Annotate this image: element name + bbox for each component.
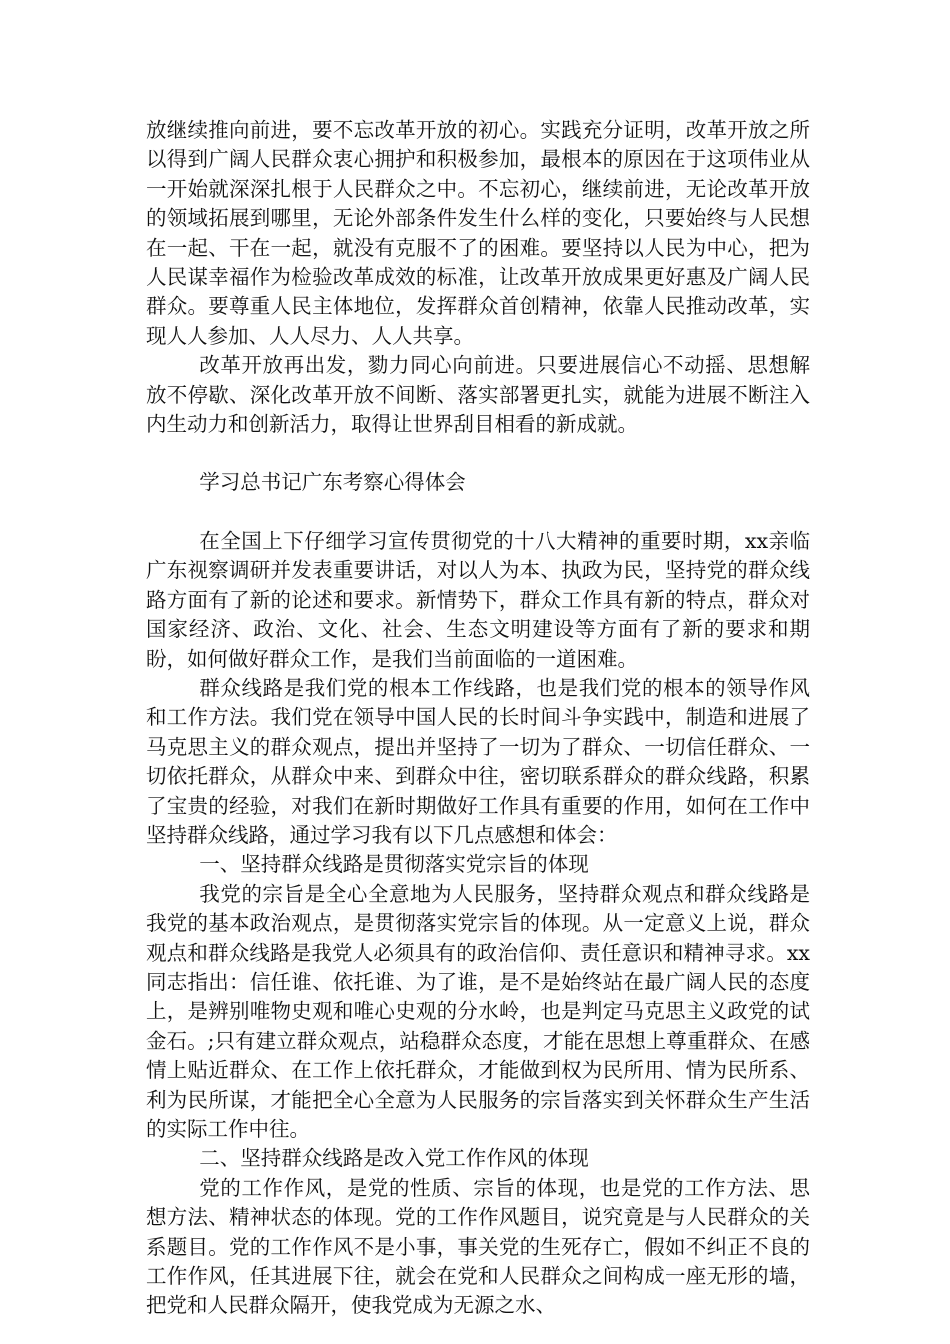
paragraph-2: 群众线路是我们党的根本工作线路，也是我们党的根本的领导作风和工作方法。我们党在领导中国人民的长时间斗争实践中，制造和进展了马克思主义的群众观点，提出并坚持了一切为了群众、一切信任群众、一切依托群众，从群众中来、到群众中往，密切联系群众的群众线路，积累了宝贵的经验，对我们在新时期做好工作具有重要的作用，如何在工作中坚持群众线路，通过学习我有以下几点感想和体会： [146, 675, 810, 847]
section-heading-2: 二、坚持群众线路是改入党工作作风的体现 [199, 1146, 589, 1171]
paragraph-3: 我党的宗旨是全心全意地为人民服务，坚持群众观点和群众线路是我党的基本政治观点，是贯彻落实党宗旨的体现。从一定意义上说，群众观点和群众线路是我党人必须具有的政治信仰、责任意识和精神寻求。xx同志指出：信任谁、依托谁、为了谁，是不是始终站在最广阔人民的态度上，是辨别唯物史观和唯心史观的分水岭，也是判定马克思主义政党的试金石。;只有建立群众观点，站稳群众态度，才能在思想上尊重群众、在感情上贴近群众、在工作上依托群众，才能做到权为民所用、情为民所系、利为民所谋，才能把全心全意为人民服务的宗旨落实到关怀群众生产生活的实际工作中往。 [146, 881, 810, 1141]
intro-closing-paragraph: 改革开放再出发，勠力同心向前进。只要进展信心不动摇、思想解放不停歇、深化改革开放不间断、落实部署更扎实，就能为进展不断注入内生动力和创新活力，取得让世界刮目相看的新成就。 [146, 353, 810, 437]
article-title: 学习总书记广东考察心得体会 [199, 470, 466, 495]
section-heading-1: 一、坚持群众线路是贯彻落实党宗旨的体现 [199, 852, 589, 877]
document-body [146, 116, 810, 1321]
paragraph-4: 党的工作作风，是党的性质、宗旨的体现，也是党的工作方法、思想方法、精神状态的体现。党的工作作风题目，说究竟是与人民群众的关系题目。党的工作作风不是小事，事关党的生死存亡，假如不纠正不良的工作作风，任其进展下往，就会在党和人民群众之间构成一座无形的墙，把党和人民群众隔开，使我党成为无源之水、 [146, 1175, 810, 1318]
paragraph-1: 在全国上下仔细学习宣传贯彻党的十八大精神的重要时期，xx亲临广东视察调研并发表重要讲话，对以人为本、执政为民，坚持党的群众线路方面有了新的论述和要求。新情势下，群众工作具有新的特点，群众对国家经济、政治、文化、社会、生态文明建设等方面有了新的要求和期盼，如何做好群众工作，是我们当前面临的一道困难。 [146, 528, 810, 671]
intro-continuation-paragraph: 放继续推向前进，要不忘改革开放的初心。实践充分证明，改革开放之所以得到广阔人民群众衷心拥护和积极参加，最根本的原因在于这项伟业从一开始就深深扎根于人民群众之中。不忘初心，继续前进，无论改革开放的领域拓展到哪里，无论外部条件发生什么样的变化，只要始终与人民想在一起、干在一起，就没有克服不了的困难。要坚持以人民为中心，把为人民谋幸福作为检验改革成效的标准，让改革开放成果更好惠及广阔人民群众。要尊重人民主体地位，发挥群众首创精神，依靠人民推动改革，实现人人参加、人人尽力、人人共享。 [146, 118, 810, 348]
